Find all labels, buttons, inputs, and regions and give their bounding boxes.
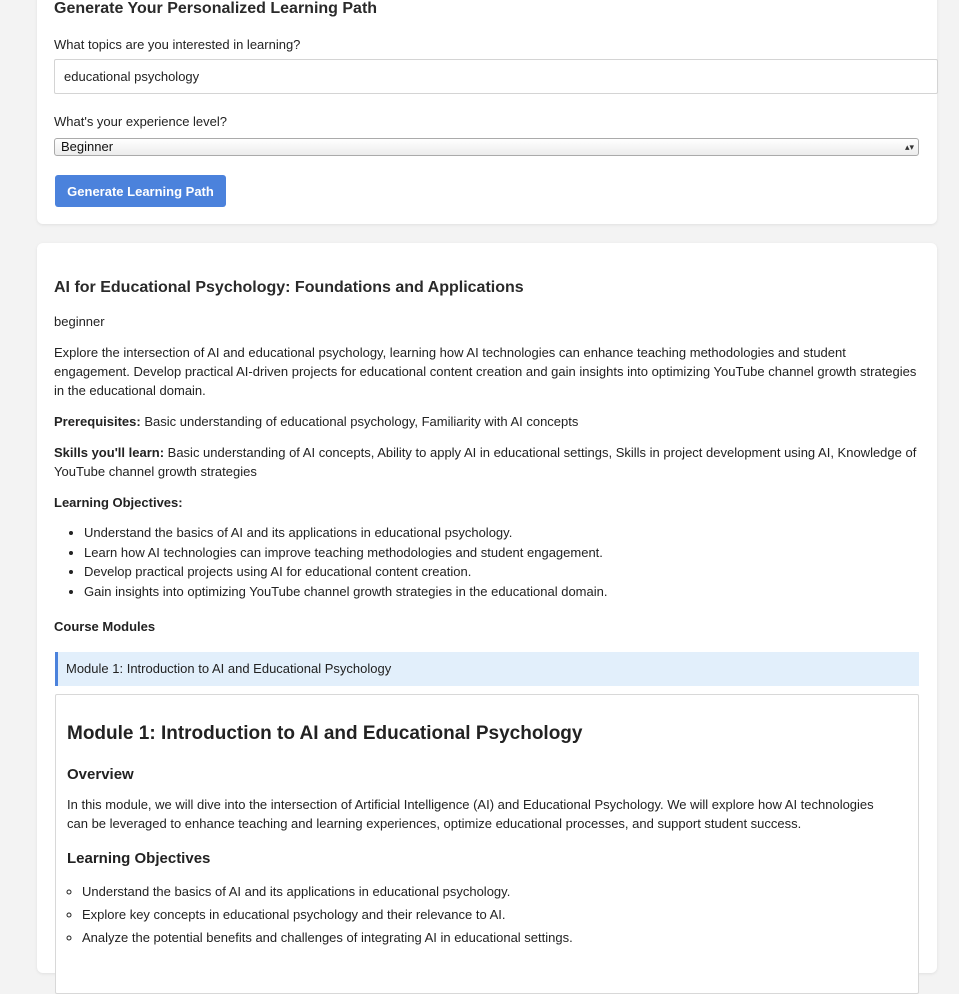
form-title: Generate Your Personalized Learning Path: [54, 0, 378, 17]
experience-level-select[interactable]: [54, 138, 919, 156]
module-title: Module 1: Introduction to AI and Educational Psychology: [67, 723, 583, 744]
experience-level-value: Beginner: [61, 139, 114, 154]
experience-level-label: What's your experience level?: [54, 114, 228, 129]
module-1-content: [55, 694, 919, 994]
objective-item: • Understand the basics of AI and its applications in educational psychology.: [84, 523, 607, 543]
objectives-list: [66, 523, 607, 601]
prerequisites-value: Basic understanding of educational psychology, Familiarity with AI concepts: [144, 414, 579, 429]
objective-item: • Develop practical projects using AI for educational content creation.: [84, 562, 607, 582]
module-overview-heading: Overview: [67, 766, 134, 783]
module-overview-text: In this module, we will dive into the intersection of Artificial Intelligence (AI) and Educational Psychology. We will explore how AI technologies can be leveraged to enhance teaching and learning experiences, optimize educational processes, and support student success.: [67, 797, 874, 831]
module-1-tab[interactable]: Module 1: Introduction to AI and Educational Psychology: [55, 652, 919, 686]
select-arrows-icon: ▴▾: [904, 142, 914, 152]
skills-label: Skills you'll learn:: [54, 445, 165, 460]
module-objectives-list: [67, 880, 573, 949]
objectives-heading: Learning Objectives:: [54, 495, 183, 510]
learning-path-form: [37, 0, 937, 224]
prerequisites-label: Prerequisites:: [54, 414, 141, 429]
course-title: AI for Educational Psychology: Foundations and Applications: [54, 279, 524, 296]
module-objective-item: ◦ Understand the basics of AI and its applications in educational psychology.: [82, 880, 573, 903]
module-objective-item: ◦ Analyze the potential benefits and challenges of integrating AI in educational settings.: [82, 926, 573, 949]
course-modules-heading: Course Modules: [54, 619, 156, 634]
learning-path-result: [37, 243, 937, 973]
objective-item: • Learn how AI technologies can improve teaching methodologies and student engagement.: [84, 543, 607, 563]
course-skills: [54, 443, 920, 481]
topics-label: What topics are you interested in learning?: [54, 37, 301, 52]
module-objective-item: ◦ Explore key concepts in educational psychology and their relevance to AI.: [82, 903, 573, 926]
objective-item: • Gain insights into optimizing YouTube channel growth strategies in the educational domain.: [84, 582, 607, 602]
topics-input[interactable]: [54, 59, 938, 94]
course-level: beginner: [54, 314, 105, 329]
module-objectives-heading: Learning Objectives: [67, 850, 211, 867]
skills-value: Basic understanding of AI concepts, Ability to apply AI in educational settings, Skills in project development using AI, Knowledge of YouTube channel growth strategies: [54, 445, 917, 479]
generate-learning-path-button[interactable]: Generate Learning Path: [55, 175, 226, 207]
course-prerequisites: [54, 412, 920, 431]
course-description: Explore the intersection of AI and educational psychology, learning how AI technologies can enhance teaching methodologies and student engagement. Develop practical AI-driven projects for educational content creation and gain insights into optimizing YouTube channel growth strategies in the educational domain.: [54, 345, 917, 398]
